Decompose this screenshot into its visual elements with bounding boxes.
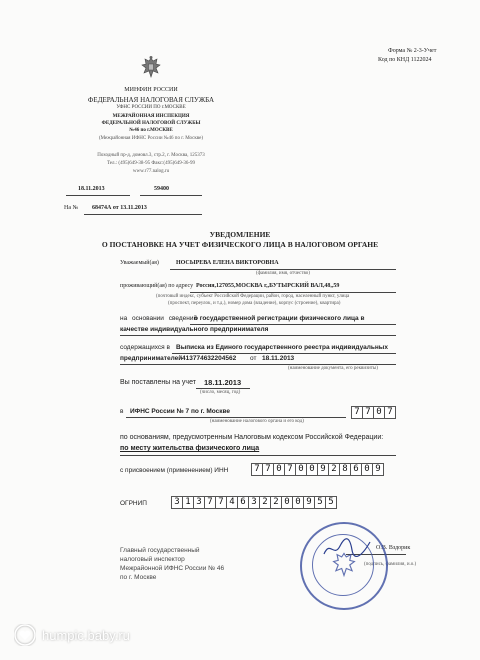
basis-label: на основании сведений: [120, 315, 198, 322]
authority-code-digit: 7: [351, 406, 363, 419]
authority-code-digit: 7: [384, 406, 396, 419]
inn-digit: 7: [262, 463, 274, 476]
document-name-2-prefix: предпринимателей: [120, 355, 183, 362]
document-title-1: УВЕДОМЛЕНИЕ: [209, 230, 271, 239]
registration-date: 18.11.2013: [204, 378, 242, 387]
ogrnip-digit: 9: [303, 496, 315, 509]
reg-date: 18.11.2013: [78, 186, 105, 192]
date-caption: (число, месяц, год): [200, 390, 241, 395]
signer-role-4: по г. Москве: [120, 574, 157, 581]
inspection-short-name: (Межрайонная ИФНС России №46 по г. Москве): [98, 136, 204, 141]
inn-digit: 0: [273, 463, 285, 476]
ogrnip-digit: 0: [292, 496, 304, 509]
form-number: Форма № 2-3-Учет: [388, 48, 437, 54]
basis-text-1: о государственной регистрации физического лица в: [194, 315, 365, 322]
ogrnip-digit: 5: [314, 496, 326, 509]
inn-digit: 7: [251, 463, 263, 476]
addressee-name: НОСЫРЕВА ЕЛЕНА ВИКТОРОВНА: [176, 260, 279, 266]
inn-digit: 7: [284, 463, 296, 476]
ogrnip-digit: 3: [193, 496, 205, 509]
inn-digit: 0: [306, 463, 318, 476]
ogrnip-digit: 3: [171, 496, 183, 509]
ogrnip-digit: 2: [270, 496, 282, 509]
ogrnip-digit: 0: [281, 496, 293, 509]
ref-label: На №: [64, 205, 79, 211]
ministry-name: МИНФИН РОССИИ: [124, 87, 178, 93]
document-date: 18.11.2013: [262, 355, 295, 362]
authority-caption: (наименование налогового органа и его код): [210, 419, 304, 424]
addressee-label: Уважаемый(ая): [120, 260, 159, 266]
ogrnip-digit: 2: [259, 496, 271, 509]
grounds-value: по месту жительства физического лица: [120, 445, 260, 452]
inn-digit: 8: [339, 463, 351, 476]
document-from: от: [250, 355, 257, 362]
ogrnip-digit: 1: [182, 496, 194, 509]
in-label: в: [120, 408, 124, 415]
inn-digit: 6: [350, 463, 362, 476]
ogrnip-digit: 3: [248, 496, 260, 509]
inn-digit: 0: [295, 463, 307, 476]
authority-code-digit: 7: [362, 406, 374, 419]
address-caption-2: (проспект, переулок, и т.д.), номер дома (владение), корпус (строение), квартира): [168, 301, 341, 306]
addressee-address: Россия,127055,МОСКВА г,,БУТЫРСКИЙ ВАЛ,48,,59: [196, 283, 340, 289]
handwritten-signature: [322, 536, 372, 560]
document-title-2: О ПОСТАНОВКЕ НА УЧЕТ ФИЗИЧЕСКОГО ЛИЦА В НАЛОГОВОМ ОРГАНЕ: [101, 240, 379, 249]
watermark-text: humpic.baby.ru: [42, 628, 130, 643]
authority-code-digit: 0: [373, 406, 385, 419]
ogrnip-label: ОГРНИП: [120, 500, 147, 507]
authority-code: [352, 406, 396, 419]
ogrnip-digit: 7: [215, 496, 227, 509]
inspection-site: www.r77.nalog.ru: [132, 169, 170, 174]
basis-text-2: качестве индивидуального предпринимателя: [120, 326, 269, 333]
inspection-address: Походный пр-д, домовл.3, стр.2, г. Москва, 125373: [97, 153, 205, 158]
grounds-label: по основаниям, предусмотренным Налоговым кодексом Российской Федерации:: [120, 434, 384, 441]
inspection-line-1: МЕЖРАЙОННАЯ ИНСПЕКЦИЯ: [112, 114, 190, 119]
heart-icon: [14, 624, 36, 646]
inn-digit: 0: [361, 463, 373, 476]
ogrnip-digit: 4: [226, 496, 238, 509]
service-name: ФЕДЕРАЛЬНАЯ НАЛОГОВАЯ СЛУЖБА: [87, 96, 215, 104]
ref-number: 68474А от 13.11.2013: [92, 205, 147, 211]
ogrnip-digit: 7: [204, 496, 216, 509]
registered-label: Вы поставлены на учет: [120, 379, 196, 386]
inn-boxes: [252, 463, 384, 476]
inspection-line-2: ФЕДЕРАЛЬНОЙ НАЛОГОВОЙ СЛУЖБЫ: [101, 121, 201, 126]
document-caption: (наименование документа, его реквизиты): [288, 366, 378, 371]
signer-role-1: Главный государственный: [120, 547, 200, 554]
address-label: проживающий(ая) по адресу: [120, 283, 194, 289]
registering-authority: ИФНС России № 7 по г. Москве: [130, 408, 231, 415]
ufns-name: УФНС РОССИИ ПО г.МОСКВЕ: [116, 105, 186, 110]
name-caption: (фамилия, имя, отчество): [256, 271, 310, 276]
signer-role-3: Межрайонной ИФНС России № 46: [120, 565, 225, 572]
inn-digit: 9: [317, 463, 329, 476]
knd-code: Код по КНД 1122024: [378, 57, 432, 63]
inspection-phone: Тел.: (495)649-38-95 Факс:(495)649-36-99: [106, 161, 196, 166]
address-caption-1: (почтовый индекс, субъект Российской Федерации, район, город, населенный пункт, улица: [156, 294, 350, 299]
signer-role-2: налоговый инспектор: [120, 556, 185, 563]
inn-digit: 9: [372, 463, 384, 476]
ogrnip-digit: 5: [325, 496, 337, 509]
inn-label: с присвоением (применением) ИНН: [120, 467, 229, 474]
ogrnip-boxes: [172, 496, 337, 509]
reg-number: 59400: [154, 186, 169, 192]
inspection-line-3: №46 по г.МОСКВЕ: [129, 128, 173, 133]
signer-caption: (подпись, фамилия, и.о.): [364, 562, 417, 567]
russia-emblem-icon: [140, 55, 162, 81]
signer-name: О.В. Вздорик: [376, 545, 411, 551]
inn-digit: 2: [328, 463, 340, 476]
document-name-1: Выписка из Единого государственного реестра индивидуальных: [176, 344, 388, 351]
ogrnip-digit: 6: [237, 496, 249, 509]
document-number: 413774632204562: [182, 355, 237, 362]
content-label: содержащихся в: [120, 344, 170, 351]
